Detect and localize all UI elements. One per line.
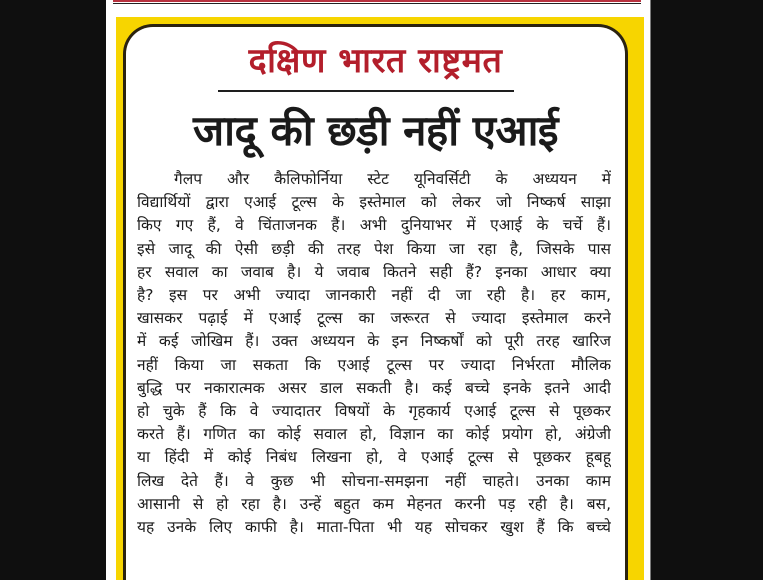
body-line: यह उनके लिए काफी है। माता-पिता भी यह सोचकर खुश हैं कि बच्चे xyxy=(137,518,611,537)
body-line: विद्यार्थियों द्वारा एआई टूल्स के इस्तेमाल को लेकर जो निष्कर्ष साझा xyxy=(137,193,611,212)
body-line: खासकर पढ़ाई में एआई टूल्स का जरूरत से ज्यादा इस्तेमाल करने xyxy=(137,309,611,328)
body-line: में कई जोखिम हैं। उक्त अध्ययन के इन निष्कर्षों को पूरी तरह खारिज xyxy=(137,332,611,351)
masthead-divider xyxy=(218,90,514,92)
body-line: लिख देते हैं। वे कुछ भी सोचना-समझना नहीं चाहते। उनका काम xyxy=(137,471,611,490)
body-line: गैलप और कैलिफोर्निया स्टेट यूनिवर्सिटी के अध्ययन में xyxy=(174,170,611,188)
body-line: है? इस पर अभी ज्यादा जानकारी नहीं दी जा रही है। हर काम, xyxy=(137,286,611,305)
body-line: आसानी से हो रहा है। उन्हें बहुत कम मेहनत करनी पड़ रही है। बस, xyxy=(137,494,611,513)
body-line: हर सवाल का जवाब है। ये जवाब कितने सही हैं? इनका आधार क्या xyxy=(137,262,611,281)
body-line: करते हैं। गणित का कोई सवाल हो, विज्ञान का कोई प्रयोग हो, अंग्रेजी xyxy=(137,425,611,444)
editorial-card xyxy=(123,24,628,580)
body-line: इसे जादू की ऐसी छड़ी की तरह पेश किया जा रहा है, जिसके पास xyxy=(137,239,611,258)
body-line: या हिंदी में कोई निबंध लिखना हो, वे एआई टूल्स से पूछकर हूबहू xyxy=(137,448,611,467)
page-edge-border xyxy=(650,0,651,580)
body-line: बुद्धि पर नकारात्मक असर डाल सकती है। कई बच्चे इनके इतने आदी xyxy=(137,378,611,397)
body-line: हो चुके हैं कि वे ज्यादातर विषयों के गृहकार्य एआई टूल्स से पूछकर xyxy=(137,402,611,421)
body-line: नहीं किया जा सकता कि एआई टूल्स पर ज्यादा निर्भरता मौलिक xyxy=(137,355,611,374)
masthead-title: दक्षिण भारत राष्ट्रमत xyxy=(248,41,503,81)
newspaper-page xyxy=(106,0,651,580)
article-headline: जादू की छड़ी नहीं एआई xyxy=(192,106,559,155)
article-body xyxy=(137,168,611,539)
top-black-rule xyxy=(113,3,641,4)
top-red-rule xyxy=(113,0,641,2)
body-line: किए गए हैं, वे चिंताजनक हैं। अभी दुनियाभर में एआई के चर्चे हैं। xyxy=(137,216,611,235)
